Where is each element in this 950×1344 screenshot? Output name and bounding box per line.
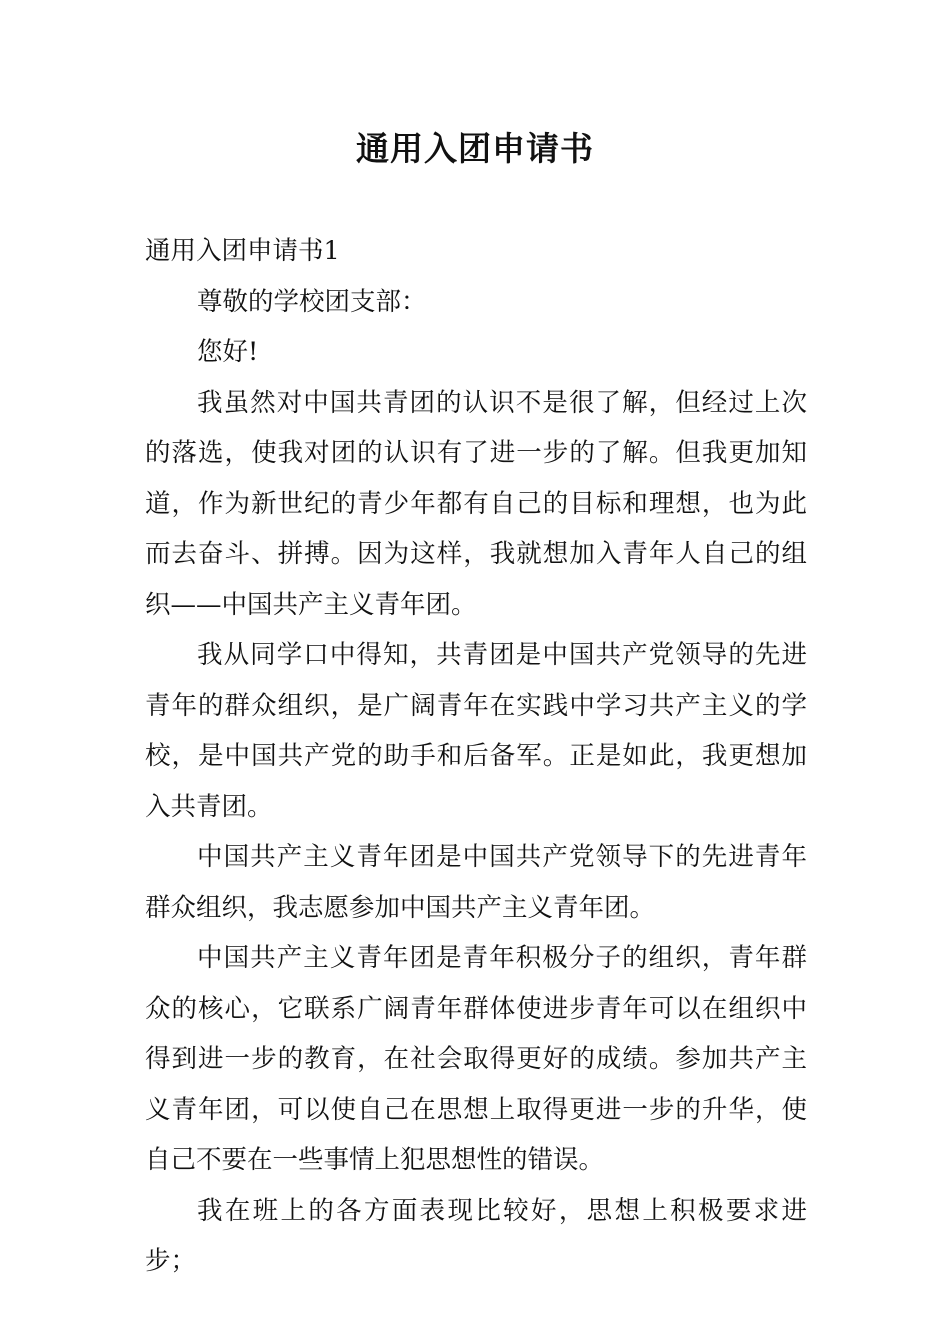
body-paragraph: 我从同学口中得知，共青团是中国共产党领导的先进青年的群众组织，是广阔青年在实践中学习共产主义的学校，是中国共产党的助手和后备军。正是如此，我更想加入共青团。 [145,640,807,822]
body-paragraph: 中国共产主义青年团是青年积极分子的组织，青年群众的核心，它联系广阔青年群体使进步青年可以在组织中得到进一步的教育，在社会取得更好的成绩。参加共产主义青年团，可以使自己在思想上取得更进一步的升华，使自己不要在一些事情上犯思想性的错误。 [145,943,807,1175]
greeting: 您好! [197,337,259,367]
body-paragraph: 我在班上的各方面表现比较好，思想上积极要求进步； [145,1195,807,1276]
document-title: 通用入团申请书 [356,129,594,168]
body-paragraph: 我虽然对中国共青团的认识不是很了解，但经过上次的落选，使我对团的认识有了进一步的了解。但我更加知道，作为新世纪的青少年都有自己的目标和理想，也为此而去奋斗、拼搏。因为这样，我就想加入青年人自己的组织——中国共产主义青年团。 [145,387,807,620]
section-heading: 通用入团申请书1 [145,236,340,266]
document-body [145,226,807,1287]
body-paragraph: 中国共产主义青年团是中国共产党领导下的先进青年群众组织，我志愿参加中国共产主义青年团。 [145,842,807,923]
salutation: 尊敬的学校团支部： [197,286,427,317]
